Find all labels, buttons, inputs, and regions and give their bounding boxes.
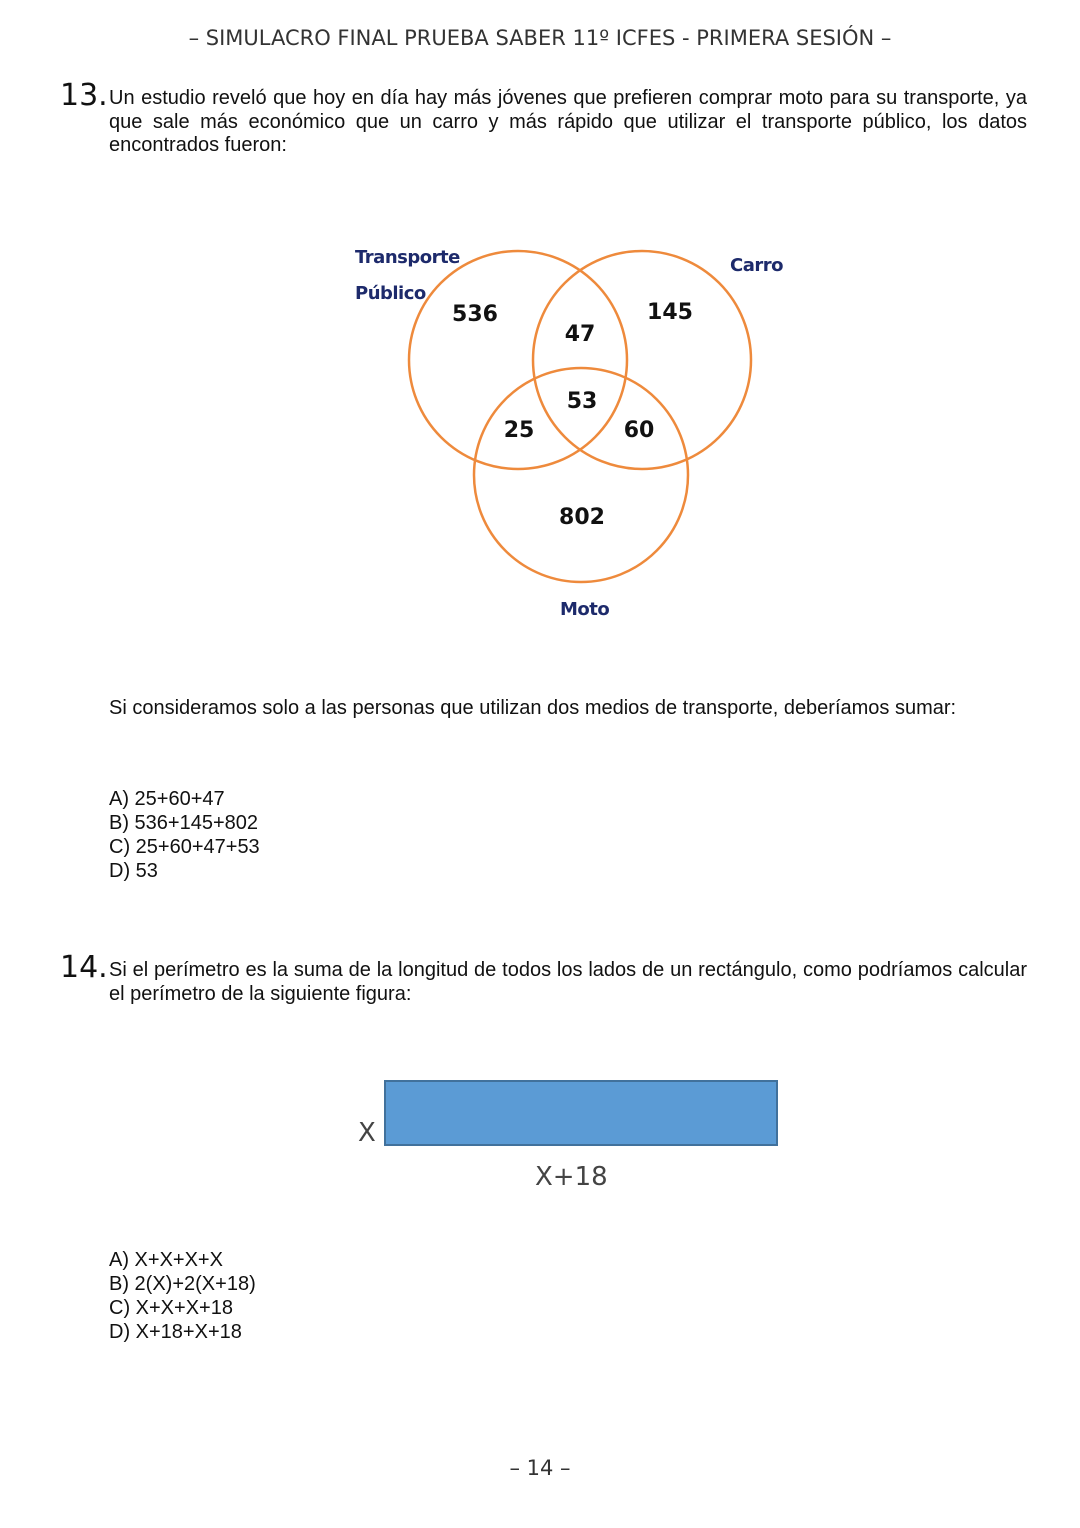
venn-label-carro: Carro	[730, 255, 783, 276]
option-a[interactable]: A) 25+60+47	[109, 788, 225, 810]
rectangle-figure	[384, 1080, 778, 1146]
option-d[interactable]: D) X+18+X+18	[109, 1321, 242, 1343]
venn-value-all: 53	[566, 389, 598, 414]
option-d[interactable]: D) 53	[109, 860, 158, 882]
venn-label-publico: Público	[355, 283, 426, 304]
venn-diagram	[0, 0, 1080, 700]
venn-value-carro-moto: 60	[623, 418, 655, 443]
venn-value-tp-moto: 25	[503, 418, 535, 443]
venn-label-moto: Moto	[560, 599, 610, 620]
question-13-options	[109, 787, 260, 883]
option-b[interactable]: B) 536+145+802	[109, 812, 259, 834]
question-13-number: 13.	[60, 78, 108, 113]
venn-value-tp-carro: 47	[564, 322, 596, 347]
option-a[interactable]: A) X+X+X+X	[109, 1249, 223, 1271]
question-14-number: 14.	[60, 950, 108, 985]
venn-value-tp-only: 536	[452, 302, 498, 327]
page-number: – 14 –	[509, 1456, 571, 1480]
question-14-text: Si el perímetro es la suma de la longitud de todos los lados de un rectángulo, como podríamos calcular el perímetro de la siguiente figura:	[109, 959, 1027, 1005]
venn-value-moto-only: 802	[559, 505, 605, 530]
option-c[interactable]: C) X+X+X+18	[109, 1297, 233, 1319]
question-14-options	[109, 1248, 256, 1344]
page-header: – SIMULACRO FINAL PRUEBA SABER 11º ICFES - PRIMERA SESIÓN –	[188, 26, 892, 50]
option-b[interactable]: B) 2(X)+2(X+18)	[109, 1273, 256, 1295]
option-c[interactable]: C) 25+60+47+53	[109, 836, 260, 858]
rectangle-height-label: X	[358, 1118, 376, 1148]
venn-value-carro-only: 145	[647, 300, 693, 325]
venn-label-transporte: Transporte	[355, 247, 460, 268]
question-13-text: Un estudio reveló que hoy en día hay más jóvenes que prefieren comprar moto para su transporte, ya que sale más económico que un carro y más rápido que utilizar el transporte público, los datos encontrados fueron:	[109, 87, 1027, 156]
rectangle-width-label: X+18	[535, 1162, 608, 1192]
question-13-prompt: Si consideramos solo a las personas que utilizan dos medios de transporte, deberíamos sumar:	[109, 697, 957, 719]
